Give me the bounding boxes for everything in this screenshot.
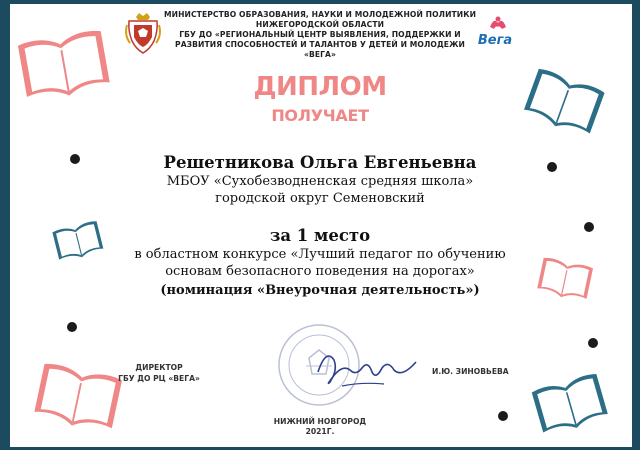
decor-dot xyxy=(70,154,80,164)
frame-right-border xyxy=(632,0,640,450)
open-book-icon xyxy=(522,366,618,443)
director-title-line-1: ДИРЕКТОР xyxy=(135,363,183,372)
recipient-name: Решетникова Ольга Евгеньевна xyxy=(163,153,477,172)
recipient-school: МБОУ «Сухобезводненская средняя школа» xyxy=(166,174,474,189)
decor-dot xyxy=(67,322,77,332)
header-line-4: РАЗВИТИЯ СПОСОБНОСТЕЙ И ТАЛАНТОВ У ДЕТЕЙ И МОЛОДЕЖИ xyxy=(175,40,465,49)
issue-year: 2021Г. xyxy=(305,427,335,436)
issue-place xyxy=(250,417,390,437)
decor-dot xyxy=(498,411,508,421)
diploma-subtitle: ПОЛУЧАЕТ xyxy=(271,106,369,125)
director-title-line-2: ГБУ ДО РЦ «ВЕГА» xyxy=(118,374,200,383)
header-line-3: ГБУ ДО «РЕГИОНАЛЬНЫЙ ЦЕНТР ВЫЯВЛЕНИЯ, ПОДДЕРЖКИ И xyxy=(179,30,461,39)
contest-line-2: основам безопасного поведения на дорогах» xyxy=(165,264,475,279)
decor-dot xyxy=(584,222,594,232)
award-place: за 1 место xyxy=(269,226,371,245)
coat-of-arms-icon xyxy=(124,11,162,55)
decor-dot xyxy=(588,338,598,348)
diploma-title: ДИПЛОМ xyxy=(253,72,387,102)
header-line-5: «ВЕГА» xyxy=(303,50,337,59)
director-title xyxy=(96,362,222,384)
issue-city: НИЖНИЙ НОВГОРОД xyxy=(273,417,367,426)
contest-line-1: в областном конкурсе «Лучший педагог по обучению xyxy=(134,247,506,262)
header-line-1: МИНИСТЕРСТВО ОБРАЗОВАНИЯ, НАУКИ И МОЛОДЕЖНОЙ ПОЛИТИКИ xyxy=(163,10,477,19)
director-signature xyxy=(312,342,422,392)
ministry-header xyxy=(160,10,480,60)
header-line-2: НИЖЕГОРОДСКОЙ ОБЛАСТИ xyxy=(255,20,385,29)
open-book-icon xyxy=(532,252,597,305)
nomination: (номинация «Внеурочная деятельность») xyxy=(160,283,480,298)
decor-dot xyxy=(547,162,557,172)
director-name: И.Ю. ЗИНОВЬЕВА xyxy=(432,367,509,376)
open-book-icon xyxy=(48,216,108,265)
frame-top-border xyxy=(0,0,640,4)
frame-left-border xyxy=(0,0,10,450)
recipient-district: городской округ Семеновский xyxy=(215,191,425,206)
vega-logo-text: Вега xyxy=(477,33,513,48)
